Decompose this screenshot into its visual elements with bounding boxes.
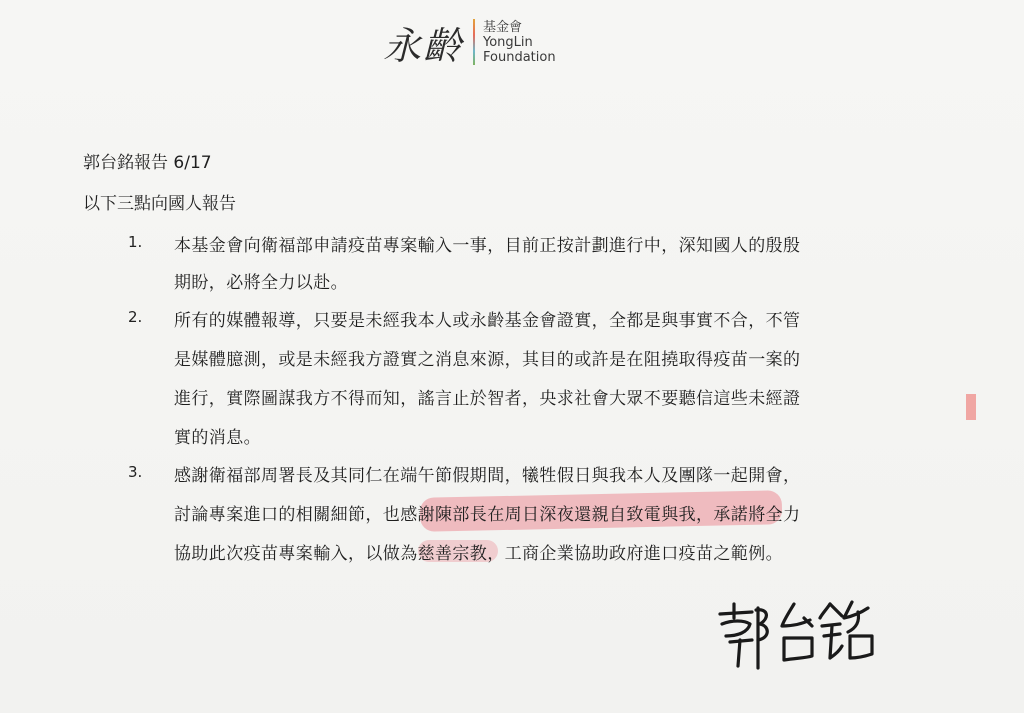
- logo-subtitle-cn: 基金會: [483, 19, 523, 35]
- logo-subtitle-en-2: Foundation: [483, 49, 556, 65]
- item-line: 討論專案進口的相關細節，也感謝陳部長在周日深夜還親自致電與我，承諾將全力: [174, 505, 801, 525]
- report-title: 郭台銘報告 6/17: [83, 153, 212, 173]
- logo-subtitle: [483, 20, 556, 65]
- item-number: 1.: [128, 233, 143, 251]
- report-intro: 以下三點向國人報告: [83, 194, 236, 214]
- item-line: 協助此次疫苗專案輸入，以做為慈善宗教，工商企業協助政府進口疫苗之範例。: [174, 544, 783, 564]
- item-line: 本基金會向衛福部申請疫苗專案輸入一事，目前正按計劃進行中，深知國人的殷殷: [174, 236, 801, 256]
- logo-divider: [473, 19, 475, 65]
- item-line: 進行，實際圖謀我方不得而知，謠言止於智者，央求社會大眾不要聽信這些未經證: [174, 389, 801, 409]
- logo-subtitle-en-1: YongLin: [483, 34, 533, 50]
- item-number: 3.: [128, 463, 143, 481]
- handwritten-signature: [712, 596, 882, 676]
- item-line: 實的消息。: [174, 428, 261, 448]
- logo-chinese-text: 永齡: [383, 23, 464, 68]
- item-line: 是媒體臆測，或是未經我方證實之消息來源，其目的或許是在阻撓取得疫苗一案的: [174, 350, 801, 370]
- item-line: 所有的媒體報導，只要是未經我本人或永齡基金會證實，全都是與事實不合，不管: [174, 311, 801, 331]
- item-line: 期盼，必將全力以赴。: [174, 273, 348, 293]
- yonglin-foundation-logo: [383, 12, 556, 72]
- item-number: 2.: [128, 308, 143, 326]
- margin-mark: [966, 394, 976, 420]
- item-line: 感謝衛福部周署長及其同仁在端午節假期間，犧牲假日與我本人及團隊一起開會，: [174, 466, 801, 486]
